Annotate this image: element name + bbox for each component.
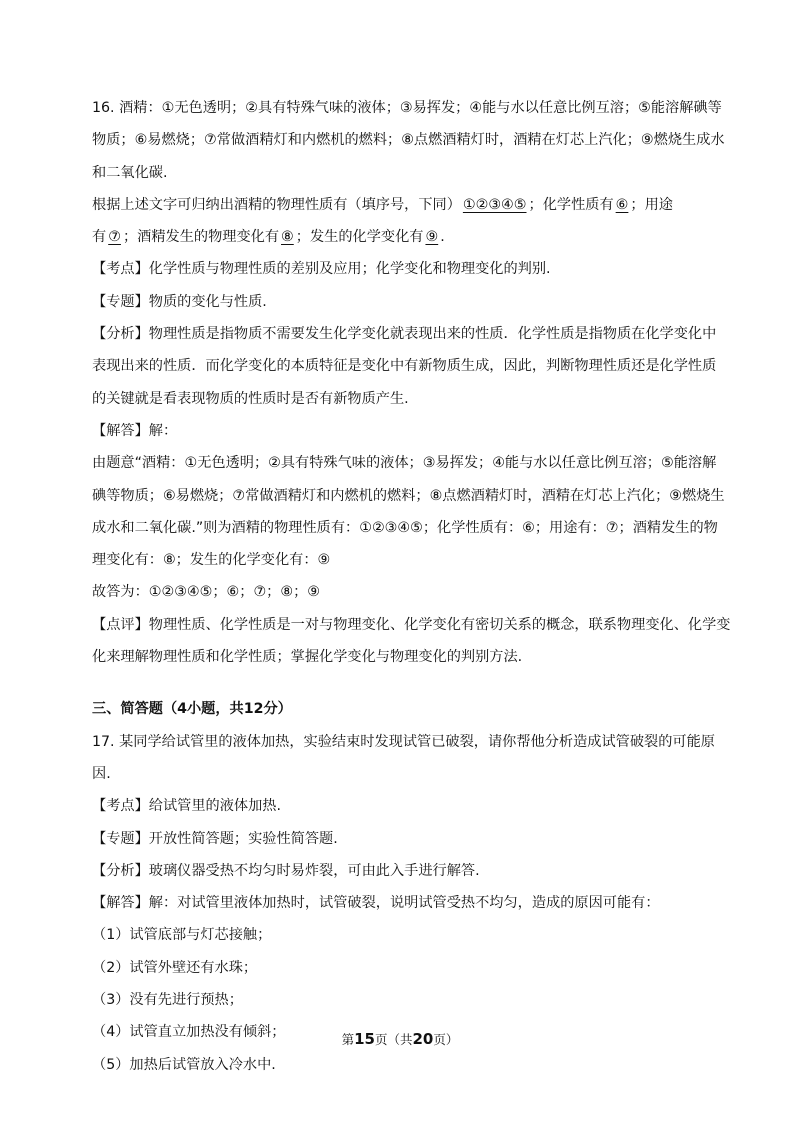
footer-suffix: 页） bbox=[433, 1032, 459, 1047]
q16-fenxi-1: 【分析】物理性质是指物质不需要发生化学变化就表现出来的性质．化学性质是指物质在化学变化中 bbox=[92, 326, 717, 343]
q16-jieda-4: 理变化有：⑧；发生的化学变化有：⑨ bbox=[92, 552, 331, 569]
q16-line-1: 16. 酒精：①无色透明；②具有特殊气味的液体；③易挥发；④能与水以任意比例互溶；⑤能溶解碘等 bbox=[92, 100, 722, 116]
q16-dianping-1: 【点评】物理性质、化学性质是一对与物理变化、化学变化有密切关系的概念，联系物理变化、化学变 bbox=[92, 616, 731, 633]
q17-kaodian: 【考点】给试管里的液体加热. bbox=[92, 798, 281, 815]
q16-line-4-text-c: ；用途 bbox=[630, 196, 673, 213]
q16-fenxi-3: 的关键就是看表现物质的性质时是否有新物质产生. bbox=[92, 390, 409, 407]
physical-change-answer: ⑧ bbox=[281, 229, 294, 246]
q16-line-5-text-b: ；酒精发生的物理变化有 bbox=[122, 229, 280, 246]
q16-jieda: 【解答】解： bbox=[92, 422, 178, 439]
q17-item-3: （3）没有先进行预热； bbox=[92, 992, 243, 1009]
q16-jieda-2: 碘等物质；⑥易燃烧；⑦常做酒精灯和内燃机的燃料；⑧点燃酒精灯时，酒精在灯芯上汽化；⑨燃烧生 bbox=[92, 487, 725, 504]
q16-kaodian: 【考点】化学性质与物理性质的差别及应用；化学变化和物理变化的判别. bbox=[92, 261, 551, 278]
q16-line-3: 和二氧化碳. bbox=[92, 164, 168, 181]
q17-item-2: （2）试管外壁还有水珠； bbox=[92, 959, 258, 976]
section-3-title: 三、简答题（4小题，共12分） bbox=[92, 701, 292, 718]
q16-line-4-text-b: ；化学性质有 bbox=[528, 196, 614, 213]
q16-line-4 bbox=[92, 189, 708, 221]
q16-jieda-1: 由题意“酒精：①无色透明；②具有特殊气味的液体；③易挥发；④能与水以任意比例互溶；⑤能溶解 bbox=[92, 455, 717, 472]
q16-fenxi-2: 表现出来的性质．而化学变化的本质特征是变化中有新物质生成，因此，判断物理性质还是化学性质 bbox=[92, 358, 717, 375]
q16-dianping-2: 化来理解物理性质和化学性质；掌握化学变化与物理变化的判别方法. bbox=[92, 649, 523, 666]
footer-middle: 页（共 bbox=[374, 1032, 413, 1047]
physical-property-answer: ①②③④⑤ bbox=[462, 196, 527, 213]
q16-zhuanti: 【专题】物质的变化与性质. bbox=[92, 293, 267, 310]
use-answer: ⑦ bbox=[108, 229, 121, 246]
q17-line-2: 因. bbox=[92, 765, 111, 782]
total-page-number: 20 bbox=[412, 1030, 434, 1048]
q17-zhuanti: 【专题】开放性简答题；实验性简答题. bbox=[92, 830, 338, 847]
q16-line-2: 物质；⑥易燃烧；⑦常做酒精灯和内燃机的燃料；⑧点燃酒精灯时，酒精在灯芯上汽化；⑨燃烧生成水 bbox=[92, 132, 725, 149]
chemical-property-answer: ⑥ bbox=[615, 196, 629, 213]
q16-line-4-text-a: 根据上述文字可归纳出酒精的物理性质有（填序号，下同） bbox=[92, 196, 461, 213]
q16-jieda-3: 成水和二氧化碳.”则为酒精的物理性质有：①②③④⑤；化学性质有：⑥；用途有：⑦；酒精发生的物 bbox=[92, 519, 718, 536]
q16-answer: 故答为：①②③④⑤；⑥；⑦；⑧；⑨ bbox=[92, 584, 320, 601]
q17-jieda: 【解答】解：对试管里液体加热时，试管破裂，说明试管受热不均匀，造成的原因可能有： bbox=[92, 895, 660, 912]
footer-prefix: 第 bbox=[341, 1032, 355, 1047]
q17-item-1: （1）试管底部与灯芯接触； bbox=[92, 927, 272, 944]
q17-item-5: （5）加热后试管放入冷水中. bbox=[92, 1056, 276, 1073]
q16-line-5-text-d: . bbox=[440, 229, 445, 246]
q17-fenxi: 【分析】玻璃仪器受热不均匀时易炸裂，可由此入手进行解答. bbox=[92, 862, 480, 879]
section-gap bbox=[92, 673, 708, 693]
q16-line-5 bbox=[92, 221, 708, 253]
q16-line-5-text-c: ；发生的化学变化有 bbox=[295, 229, 424, 246]
page-footer bbox=[0, 1030, 800, 1048]
q16-line-5-text-a: 有 bbox=[92, 229, 107, 246]
q17-line-1: 17. 某同学给试管里的液体加热，实验结束时发现试管已破裂，请你帮他分析造成试管破裂的可能原 bbox=[92, 733, 715, 750]
current-page-number: 15 bbox=[354, 1030, 375, 1048]
q17-item-4: （4）试管直立加热没有倾斜； bbox=[92, 1024, 286, 1041]
chemical-change-answer: ⑨ bbox=[425, 229, 439, 246]
